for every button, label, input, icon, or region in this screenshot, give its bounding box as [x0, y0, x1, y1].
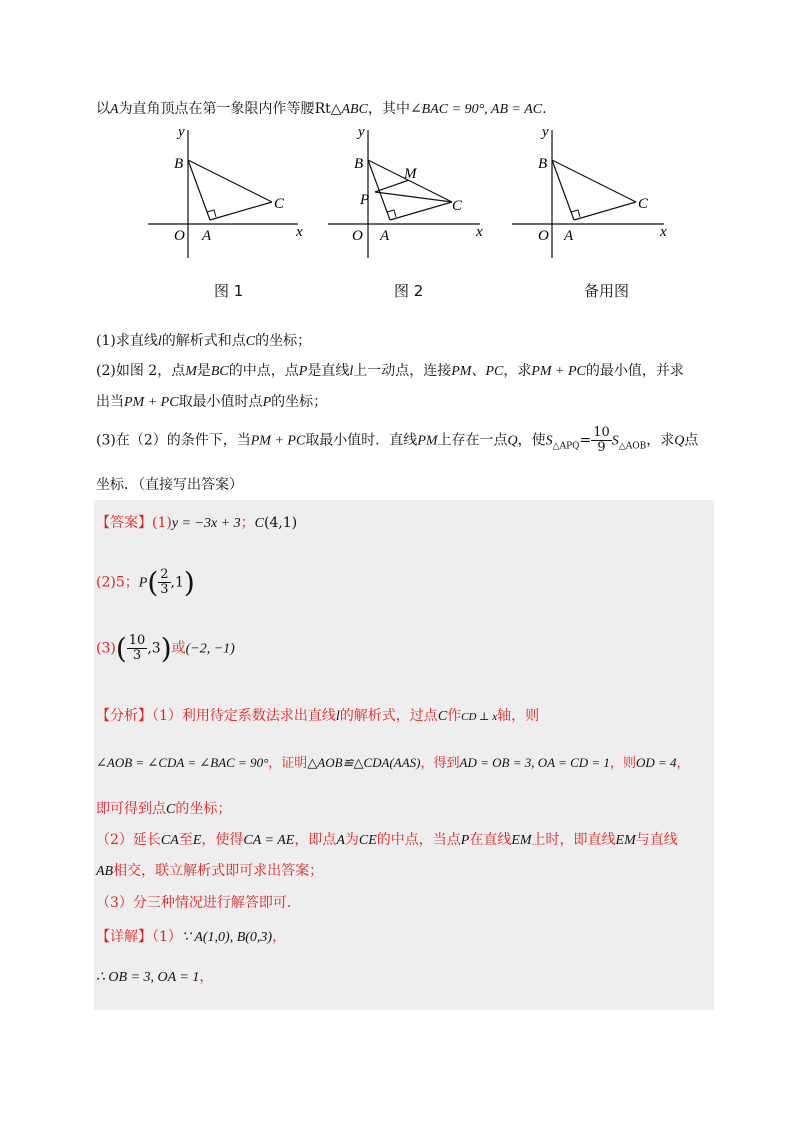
condition-formula: ∠BAC = 90°, AB = AC — [409, 102, 543, 117]
point-a-label: A — [202, 228, 212, 244]
analysis-line-3: 即可得到点C的坐标； — [96, 801, 232, 817]
point-p-label: P — [360, 192, 370, 208]
figure-1-caption: 图 1 — [214, 282, 244, 300]
origin-label: O — [352, 228, 363, 244]
question-3: (3)在（2）的条件下，当PM + PC取最小值时．直线PM上存在一点Q，使$S_{\triangle APQ}=$ $\frac{10}{9}$ $S_{\triangle AOB}$，求Q点 — [96, 425, 699, 455]
analysis-line-4: （2）延长CA至E，使得CA = AE，即点A为CE的中点，当点P在直线EM上时，即直线EM与直线 — [96, 832, 678, 848]
x-axis-label: x — [660, 224, 667, 240]
question-3-cont: 坐标．（直接写出答案） — [96, 477, 243, 493]
point-b-label: B — [538, 156, 548, 172]
question-2-cont: 出当PM + PC取最小值时点P的坐标； — [96, 394, 328, 410]
intro-end: . — [542, 101, 547, 117]
point-c-label: C — [638, 196, 649, 212]
y-axis-label: y — [178, 124, 185, 140]
figure-2-caption: 图 2 — [394, 282, 424, 300]
figure-2 — [328, 120, 488, 260]
x-axis-label: x — [476, 224, 483, 240]
point-a-label: A — [110, 102, 119, 117]
detail-line-1: 【详解】（1）∵ A(1,0), B(0,3)， — [96, 929, 287, 945]
figure-spare-caption: 备用图 — [584, 282, 630, 300]
answer-line-2: (2)5；P( $\frac{2}{3}$ ,1) — [96, 566, 195, 599]
intro-text: 以 — [96, 101, 110, 117]
point-b-label: B — [354, 156, 364, 172]
point-a-label: A — [564, 228, 574, 244]
analysis-line-5: AB相交，联立解析式即可求出答案； — [96, 863, 324, 879]
analysis-line-6: （3）分三种情况进行解答即可. — [96, 895, 292, 911]
answer-line-1: 【答案】(1)y = −3x + 3；C(4,1) — [96, 515, 298, 531]
rt-triangle-symbol: Rt△ — [314, 101, 342, 117]
figure-1 — [148, 120, 308, 260]
point-b-label: B — [174, 156, 184, 172]
intro-text: 为直角顶点在第一象限内作等腰 — [118, 101, 315, 117]
intro-line — [96, 98, 547, 118]
origin-label: O — [538, 228, 549, 244]
point-a-label: A — [380, 228, 390, 244]
figure-spare — [512, 120, 672, 260]
question-2: (2)如图 2，点M是BC的中点，点P是直线l上一动点，连接PM、PC，求PM + PC的最小值，并求 — [96, 363, 684, 379]
analysis-line-1: 【分析】（1）利用待定系数法求出直线l的解析式，过点C作CD ⊥ x轴，则 — [96, 708, 540, 724]
origin-label: O — [174, 228, 185, 244]
point-m-label: M — [404, 166, 417, 182]
point-c-label: C — [274, 196, 285, 212]
x-axis-label: x — [296, 224, 303, 240]
y-axis-label: y — [358, 124, 365, 140]
intro-text: ，其中 — [367, 101, 410, 117]
question-1: (1)求直线l的解析式和点C的坐标； — [96, 333, 312, 349]
analysis-line-2: ∠AOB = ∠CDA = ∠BAC = 90°，证明△AOB≌△CDA(AAS)，得到AD = OB = 3, OA = CD = 1，则OD = 4， — [96, 755, 690, 771]
detail-line-2: ∴ OB = 3, OA = 1， — [96, 969, 214, 985]
y-axis-label: y — [542, 124, 549, 140]
triangle-abc-label: ABC — [341, 102, 368, 117]
answer-line-3: (3)( $\frac{10}{3}$ ,3)或(−2, −1) — [96, 632, 235, 665]
point-c-label: C — [452, 198, 463, 214]
